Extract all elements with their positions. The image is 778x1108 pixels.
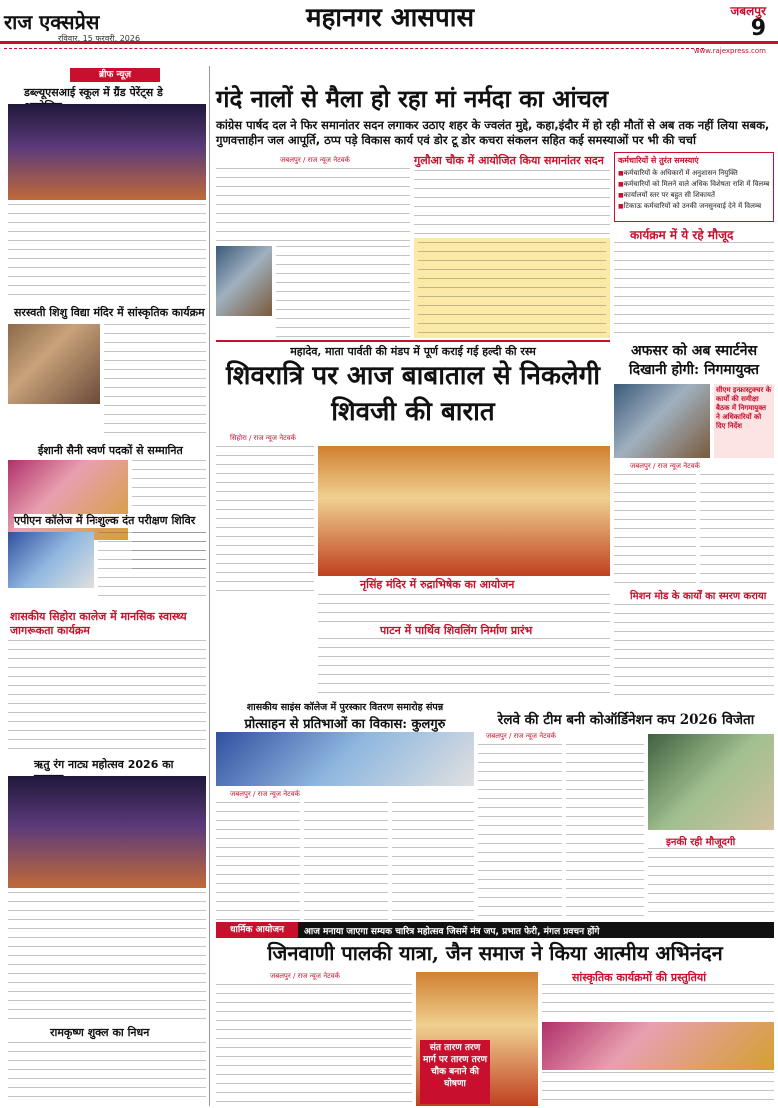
- smart-body-3: [614, 604, 774, 696]
- shiv-caption-2: पाटन में पार्थिव शिवलिंग निर्माण प्रारंभ: [380, 624, 533, 637]
- story-sihora-title: शासकीय सिहोरा कालेज में मानसिक स्वास्थ्य जागरूकता कार्यक्रम: [10, 610, 187, 637]
- lead-subhead: कांग्रेस पार्षद दल ने फिर समानांतर सदन लगाकर उठाए शहर के ज्वलंत मुद्दे, कहा,इंदौर में हो रही मौतों से अब तक नहीं लिया सबक, गुणवत्ताहीन जल आपूर्ति, ठप्प पड़े विकास कार्य एवं डोर टू डोर कचरा संकलन सहित कई समस्याओं पर भी की चर्चा: [216, 118, 770, 147]
- culture-body-2: [542, 1072, 774, 1104]
- saraswati-photo: [8, 324, 100, 404]
- smart-body: [614, 474, 696, 584]
- story-grandparents-title: डब्ल्यूएसआई स्कूल में ग्रैंड पेरेंट्स डे: [24, 86, 163, 99]
- shiv-caption-1: नृसिंह मंदिर में रुद्राभिषेक का आयोजन: [360, 578, 515, 591]
- culture-body: [542, 984, 774, 1020]
- apn-photo: [8, 532, 94, 588]
- issue-date: रविवार, 15 फरवरी, 2026: [58, 34, 141, 43]
- railway-photo: [648, 734, 774, 830]
- present-title: कार्यक्रम में ये रहे मौजूद: [630, 228, 734, 242]
- story-obituary-title: रामकृष्ण शुक्ल का निधन: [50, 1026, 150, 1039]
- science-body-3: [392, 802, 474, 920]
- smart-photo: [614, 384, 710, 458]
- shiv-body: [216, 446, 314, 594]
- railway-byline: जबलपुर / राज न्यूज नेटवर्क: [486, 732, 556, 740]
- sihora-body: [8, 640, 206, 750]
- obituary-body: [8, 1042, 206, 1104]
- science-kicker: शासकीय साइंस कॉलेज में पुरस्कार वितरण समारोह संपन्न: [246, 702, 444, 713]
- header-divider: [4, 48, 704, 49]
- page-number: 9: [750, 16, 766, 41]
- story-saraswati-title: सरस्वती शिशु विद्या मंदिर में सांस्कृतिक कार्यक्रम: [14, 306, 205, 319]
- ritu-rang-body: [8, 892, 206, 1022]
- shiv-caption-2-body: [318, 638, 610, 696]
- edition-city: जबलपुर: [730, 4, 766, 18]
- railway-present-title: इनकी रही मौजूदगी: [666, 837, 736, 848]
- religion-body: [216, 984, 412, 1104]
- smart-subtitle: मिशन मोड के कार्यों का स्मरण कराया: [630, 591, 767, 602]
- religion-overlay: संत तारण तरण मार्ग पर तारण तरण चौक बनाने की घोषणा: [420, 1040, 490, 1104]
- lead-highlights-text: [418, 242, 606, 334]
- lead-side-body: [414, 170, 610, 236]
- railway-present-list: [648, 848, 774, 920]
- smart-box-title: सीएम इन्फ्रास्ट्रक्चर के कार्यों की समीक्षा बैठक में निगमायुक्त ने अधिकारियों को दिए निर्देश: [716, 386, 772, 430]
- demand-item: ■ कार्यालयों स्तर पर बहुत सी शिकायतें: [618, 190, 770, 201]
- shiv-headline: शिवरात्रि पर आज बाबाताल से निकलेगी शिवजी की बारात: [226, 361, 600, 427]
- culture-photo: [542, 1022, 774, 1070]
- ishani-photo: [8, 460, 128, 540]
- smart-byline: जबलपुर / राज न्यूज नेटवर्क: [630, 462, 700, 470]
- railway-headline: रेलवे की टीम बनी कोऑर्डिनेशन कप 2026 विजेता: [497, 712, 755, 728]
- science-headline: प्रोत्साहन से प्रतिभाओं का विकास: कुलगुरु: [244, 717, 446, 732]
- story-apn-title: एपीएन कॉलेज में निःशुल्क दंत परीक्षण शिविर: [14, 514, 206, 528]
- religion-byline: जबलपुर / राज न्यूज नेटवर्क: [270, 972, 340, 980]
- section-title: महानगर आसपास: [305, 3, 475, 33]
- lead-body-2: [276, 246, 410, 338]
- lead-side-title: गुलौआ चौक में आयोजित किया समानांतर सदन: [414, 154, 604, 167]
- shiv-rule: [216, 340, 610, 342]
- railway-body-2: [566, 744, 644, 920]
- present-list: [614, 242, 774, 338]
- grandparents-photo: [8, 104, 206, 200]
- science-byline: जबलपुर / राज न्यूज नेटवर्क: [230, 790, 300, 798]
- religion-headline: जिनवाणी पालकी यात्रा, जैन समाज ने किया आत्मीय अभिनंदन: [267, 941, 723, 965]
- demand-item: ■ कर्मचारियों को मिलने वाले अधिक विशेषता राशि में विलम्ब: [618, 179, 770, 190]
- demands-title: कर्मचारियों से तुरंत समस्याएं: [618, 156, 699, 165]
- story-ritu-rang-title: ऋतु रंग नाट्य महोत्सव 2026 का: [34, 758, 174, 771]
- railway-body-1: [478, 744, 562, 920]
- demand-item: ■ कर्मचारियों के अधिकारों में अनुशासन नियुक्ति: [618, 168, 770, 179]
- shiv-caption-1-body: [318, 594, 610, 622]
- shiv-photo: [318, 446, 610, 576]
- brief-news-label: ब्रीफ न्यूज़: [70, 68, 160, 82]
- lead-inset-photo: [216, 246, 272, 316]
- religion-label: धार्मिक आयोजन: [216, 922, 298, 938]
- science-body-2: [304, 802, 388, 920]
- demands-list: [618, 168, 770, 212]
- lead-headline: गंदे नालों से मैला हो रहा मां नर्मदा का आंचल: [216, 84, 609, 113]
- story-ishani-title: ईशानी सैनी स्वर्ण पदकों से सम्मानित: [38, 444, 183, 457]
- shiv-kicker: महादेव, माता पार्वती की मंडप में पूर्ण कराई गई हल्दी की रस्म: [290, 345, 536, 358]
- smart-headline: अफसर को अब स्मार्टनेस दिखानी होगी: निगमायुक्त: [629, 343, 759, 378]
- demand-item: ■ टिकाऊ कर्मचारियों को उनकी जनसुनवाई देने में विलम्ब: [618, 201, 770, 212]
- grandparents-body: [8, 204, 206, 300]
- religion-kicker: आज मनाया जाएगा सम्यक चारित्र महोत्सव जिसमें मंत्र जप, प्रभात फेरी, मंगल प्रवचन होंगे: [304, 927, 600, 937]
- smart-body-2: [700, 474, 774, 584]
- ritu-rang-photo: [8, 776, 206, 888]
- science-photo: [216, 732, 474, 786]
- lead-body: [216, 168, 410, 242]
- culture-title: सांस्कृतिक कार्यक्रमों की प्रस्तुतियां: [572, 971, 707, 984]
- brand-name: राज एक्सप्रेस: [4, 10, 100, 34]
- lead-byline: जबलपुर / राज न्यूज नेटवर्क: [280, 156, 350, 164]
- website-url[interactable]: www.rajexpress.com: [693, 47, 766, 55]
- science-body-1: [216, 802, 300, 920]
- saraswati-body: [104, 324, 206, 440]
- apn-body: [98, 532, 206, 604]
- shiv-byline: सिहोरा / राज न्यूज नेटवर्क: [230, 434, 296, 442]
